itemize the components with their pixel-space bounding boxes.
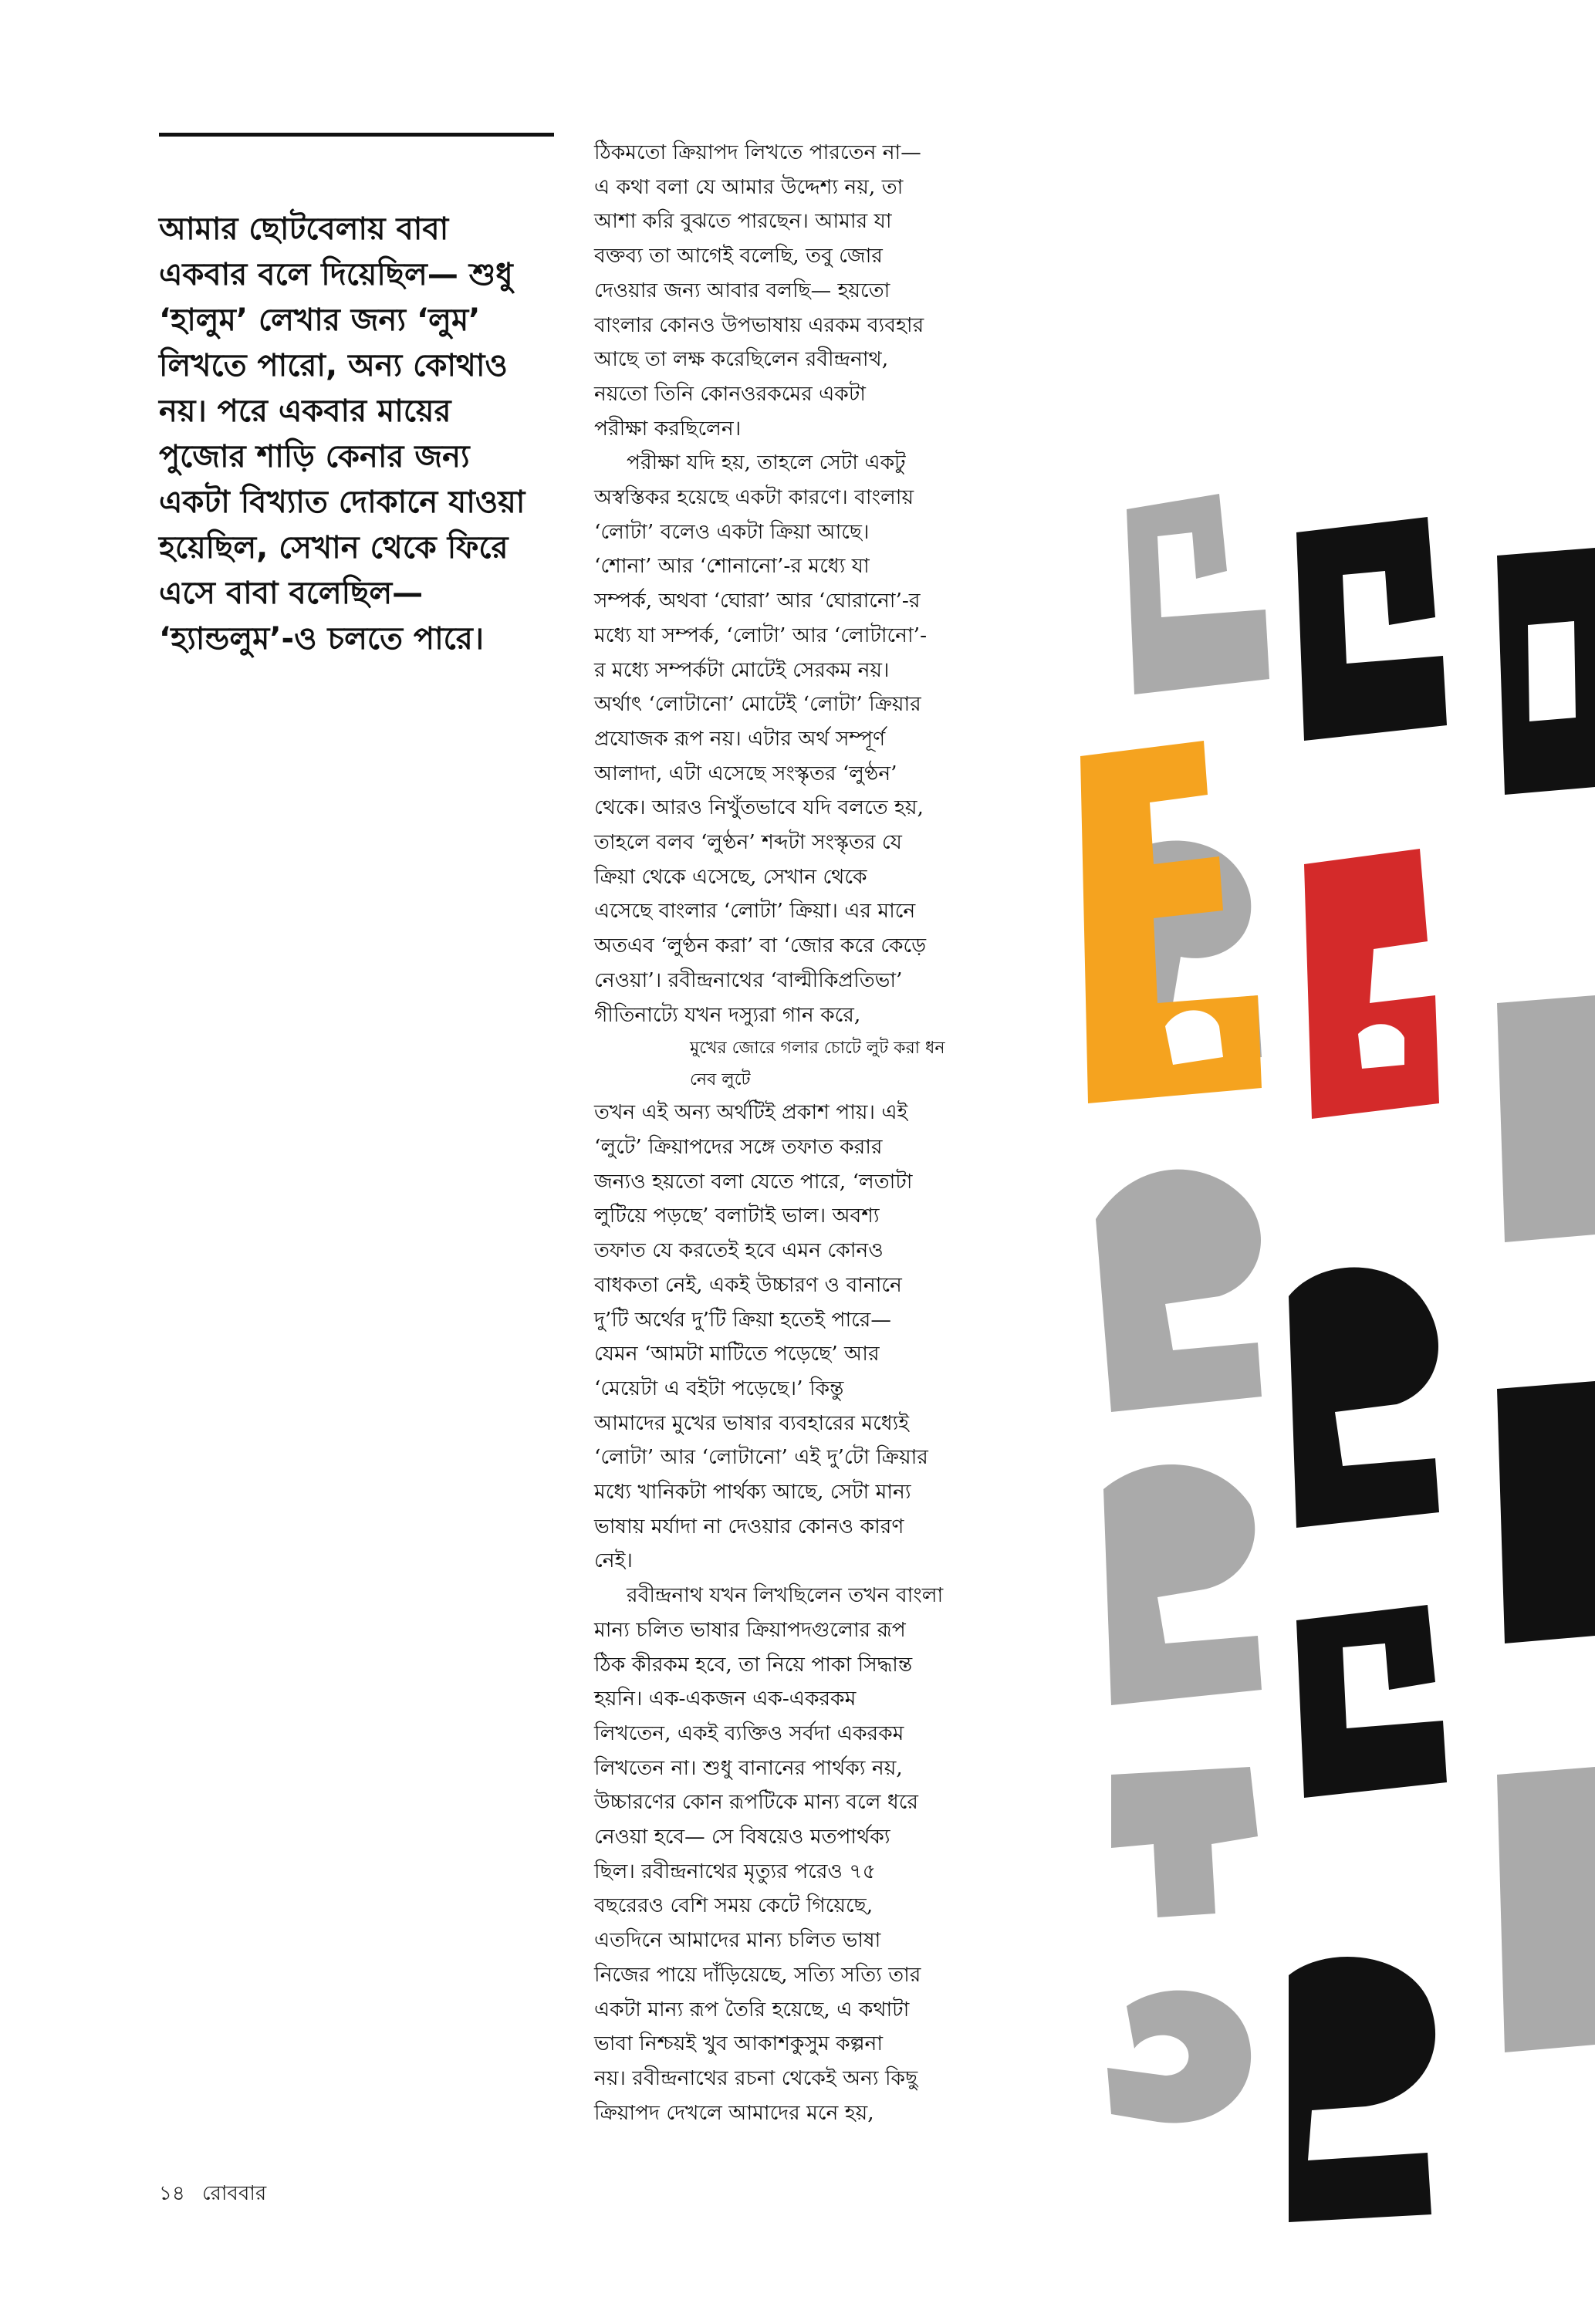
text-line: ‘মেয়েটা এ বইটা পড়েছে।’ কিন্তু xyxy=(594,1376,844,1400)
paragraph-3 xyxy=(594,1096,1003,1579)
text-line: দু’টি অর্থের দু’টি ক্রিয়া হতেই পারে— xyxy=(594,1307,891,1332)
bengali-calligraphy-art-icon xyxy=(1065,463,1595,2222)
page-footer xyxy=(159,2177,277,2211)
black-letter-column xyxy=(1289,517,1447,2222)
text-line: বাধকতা নেই, একই উচ্চারণ ও বানানে xyxy=(594,1272,902,1297)
text-line: ভাষায় মর্যাদা না দেওয়ার কোনও কারণ xyxy=(594,1514,904,1539)
text-line: একটা মান্য রূপ তৈরি হয়েছে, এ কথাটা xyxy=(594,1997,910,2022)
pull-quote-line: পুজোর শাড়ি কেনার জন্য xyxy=(159,439,470,475)
text-line: এসেছে বাংলার ‘লোটা’ ক্রিয়া। এর মানে xyxy=(594,899,916,924)
paragraph-1 xyxy=(594,136,1003,446)
text-line: নেওয়া হবে— সে বিষয়েও মতপার্থক্য xyxy=(594,1825,890,1849)
pull-quote-line: এসে বাবা বলেছিল— xyxy=(159,576,424,611)
text-line: ছিল। রবীন্দ্রনাথের মৃত্যুর পরেও ৭৫ xyxy=(594,1859,876,1883)
text-line: লুটিয়ে পড়ছে’ বলাটাই ভাল। অবশ্য xyxy=(594,1204,880,1228)
pull-quote-line: ‘হালুম’ লেখার জন্য ‘লুম’ xyxy=(159,302,481,338)
text-line: নিজের পায়ে দাঁড়িয়েছে, সত্যি সত্যি তার xyxy=(594,1962,921,1987)
pull-quote xyxy=(159,207,560,662)
text-line: বছরেরও বেশি সময় কেটে গিয়েছে, xyxy=(594,1893,874,1918)
publication-name: রোববার xyxy=(202,2182,267,2205)
header-rule xyxy=(159,133,554,137)
text-line: ক্রিয়া থেকে এসেছে, সেখান থেকে xyxy=(594,864,867,889)
text-line: তফাত যে করতেই হবে এমন কোনও xyxy=(594,1238,884,1263)
text-line: এতদিনে আমাদের মান্য চলিত ভাষা xyxy=(594,1928,881,1953)
text-line: নেওয়া’। রবীন্দ্রনাথের ‘বাল্মীকিপ্রতিভা’ xyxy=(594,968,903,992)
text-line: থেকে। আরও নিখুঁতভাবে যদি বলতে হয়, xyxy=(594,795,924,820)
text-line: লিখতেন, একই ব্যক্তিও সর্বদা একরকম xyxy=(594,1721,904,1745)
text-line: র মধ্যে সম্পর্কটা মোটেই সেরকম নয়। xyxy=(594,657,890,682)
text-line: প্রযোজক রূপ নয়। এটার অর্থ সম্পূর্ণ xyxy=(594,726,886,751)
pull-quote-line: ‘হ্যান্ডলুম’-ও চলতে পারে। xyxy=(159,621,485,657)
text-line: তাহলে বলব ‘লুণ্ঠন’ শব্দটা সংস্কৃতর যে xyxy=(594,830,902,855)
pull-quote-line: আমার ছোটবেলায় বাবা xyxy=(159,211,449,247)
verse-line: মুখের জোরে গলার চোটে লুট করা ধন xyxy=(690,1039,945,1059)
paragraph-2 xyxy=(594,446,1003,1032)
text-line: এ কথা বলা যে আমার উদ্দেশ্য নয়, তা xyxy=(594,174,904,199)
text-line: ক্রিয়াপদ দেখলে আমাদের মনে হয়, xyxy=(594,2100,874,2125)
text-line: আশা করি বুঝতে পারছেন। আমার যা xyxy=(594,209,892,234)
pull-quote-line: একটা বিখ্যাত দোকানে যাওয়া xyxy=(159,485,525,520)
text-line: দেওয়ার জন্য আবার বলছি— হয়তো xyxy=(594,278,890,302)
pull-quote-line: নয়। পরে একবার মায়ের xyxy=(159,394,451,429)
text-line: আছে তা লক্ষ করেছিলেন রবীন্দ্রনাথ, xyxy=(594,347,889,372)
text-line: পরীক্ষা করছিলেন। xyxy=(594,416,742,441)
text-line: লিখতেন না। শুধু বানানের পার্থক্য নয়, xyxy=(594,1755,903,1780)
text-line: সম্পর্ক, অথবা ‘ঘোরা’ আর ‘ঘোরানো’-র xyxy=(594,589,921,613)
text-line: রবীন্দ্রনাথ যখন লিখছিলেন তখন বাংলা xyxy=(627,1583,944,1608)
text-line: যেমন ‘আমটা মাটিতে পড়েছে’ আর xyxy=(594,1342,880,1366)
page-number: ১৪ xyxy=(159,2182,185,2205)
text-line: ‘শোনা’ আর ‘শোনানো’-র মধ্যে যা xyxy=(594,554,870,579)
pull-quote-line: একবার বলে দিয়েছিল— শুধু xyxy=(159,257,513,292)
text-line: বক্তব্য তা আগেই বলেছি, তবু জোর xyxy=(594,244,883,269)
text-line: উচ্চারণের কোন রূপটিকে মান্য বলে ধরে xyxy=(594,1790,918,1815)
text-line: পরীক্ষা যদি হয়, তাহলে সেটা একটু xyxy=(627,451,906,475)
text-line: তখন এই অন্য অর্থটিই প্রকাশ পায়। এই xyxy=(594,1100,908,1125)
text-line: আলাদা, এটা এসেছে সংস্কৃতর ‘লুণ্ঠন’ xyxy=(594,761,897,785)
text-line: জন্যও হয়তো বলা যেতে পারে, ‘লতাটা xyxy=(594,1169,913,1194)
text-line: ‘লোটা’ আর ‘লোটানো’ এই দু’টো ক্রিয়ার xyxy=(594,1445,928,1470)
song-quote xyxy=(594,1032,1003,1096)
pull-quote-line: হয়েছিল, সেখান থেকে ফিরে xyxy=(159,530,509,566)
text-line: ঠিকমতো ক্রিয়াপদ লিখতে পারতেন না— xyxy=(594,140,921,164)
text-line: মধ্যে যা সম্পর্ক, ‘লোটা’ আর ‘লোটানো’- xyxy=(594,623,928,647)
text-line: বাংলার কোনও উপভাষায় এরকম ব্যবহার xyxy=(594,312,924,337)
text-line: নয়তো তিনি কোনওরকমের একটা xyxy=(594,381,866,406)
text-line: অর্থাৎ ‘লোটানো’ মোটেই ‘লোটা’ ক্রিয়ার xyxy=(594,692,921,717)
text-line: ভাবা নিশ্চয়ই খুব আকাশকুসুম কল্পনা xyxy=(594,2032,884,2056)
text-line: নয়। রবীন্দ্রনাথের রচনা থেকেই অন্য কিছু xyxy=(594,2066,918,2090)
gray-letter-column xyxy=(1096,494,1269,2123)
right-letter-column xyxy=(1497,548,1595,2052)
text-line: মান্য চলিত ভাষার ক্রিয়াপদগুলোর রূপ xyxy=(594,1617,906,1642)
article-body xyxy=(594,136,1003,2130)
text-line: অস্বস্তিকর হয়েছে একটা কারণে। বাংলায় xyxy=(594,485,914,510)
text-line: ‘লোটা’ বলেও একটা ক্রিয়া আছে। xyxy=(594,519,870,544)
text-line: গীতিনাট্যে যখন দস্যুরা গান করে, xyxy=(594,1002,861,1027)
verse-line: নেব লুটে xyxy=(690,1070,751,1090)
red-letter xyxy=(1304,849,1439,1119)
text-line: আমাদের মুখের ভাষার ব্যবহারের মধ্যেই xyxy=(594,1410,910,1435)
pull-quote-line: লিখতে পারো, অন্য কোথাও xyxy=(159,348,508,383)
text-line: অতএব ‘লুণ্ঠন করা’ বা ‘জোর করে কেড়ে xyxy=(594,934,927,958)
text-line: হয়নি। এক-একজন এক-একরকম xyxy=(594,1687,857,1711)
text-line: মধ্যে খানিকটা পার্থক্য আছে, সেটা মান্য xyxy=(594,1480,911,1505)
text-line: নেই। xyxy=(594,1549,633,1573)
text-line: ‘লুটে’ ক্রিয়াপদের সঙ্গে তফাত করার xyxy=(594,1134,883,1159)
text-line: ঠিক কীরকম হবে, তা নিয়ে পাকা সিদ্ধান্ত xyxy=(594,1652,913,1677)
paragraph-4 xyxy=(594,1579,1003,2130)
